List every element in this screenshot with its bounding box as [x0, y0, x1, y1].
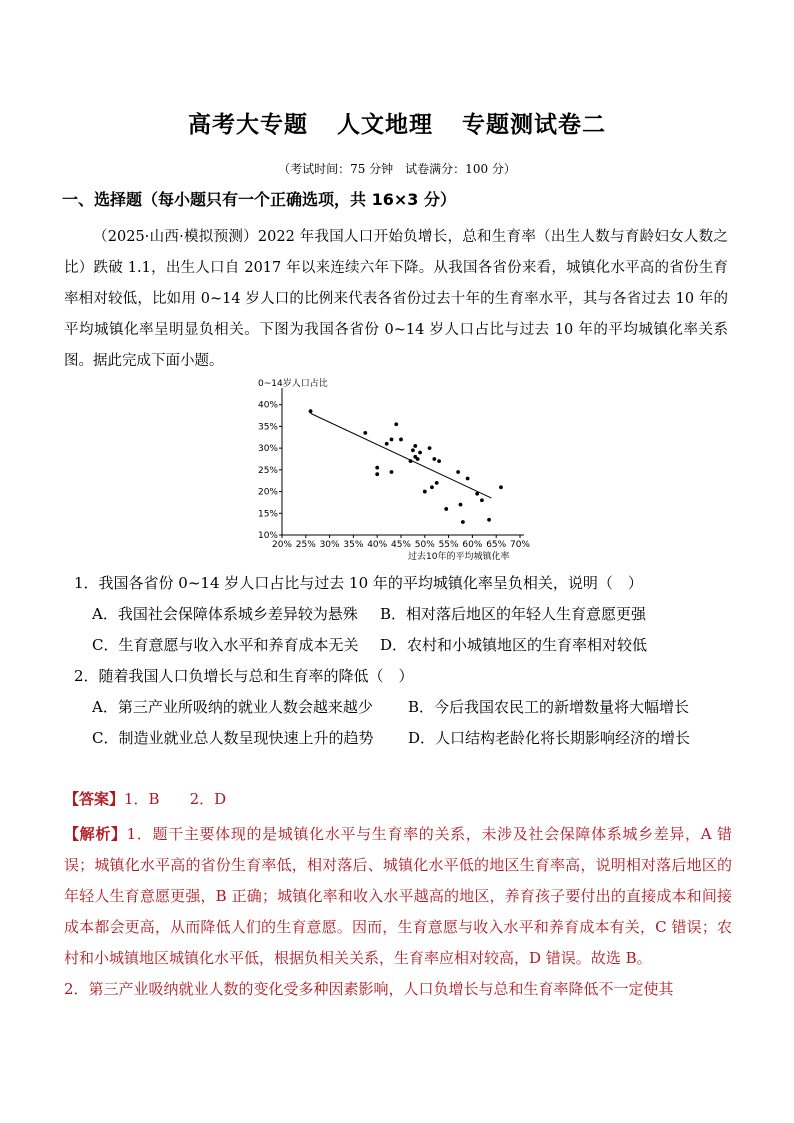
- scatter-point: [390, 438, 394, 442]
- y-tick-label: 10%: [257, 531, 278, 541]
- y-tick-label: 35%: [257, 422, 278, 433]
- x-tick-label: 65%: [486, 540, 507, 550]
- question-1-option-a[interactable]: A．我国社会保障体系城乡差异较为悬殊: [92, 605, 358, 623]
- answer-text: 1．B 2．D: [124, 790, 227, 808]
- trend-line-group: [311, 413, 492, 498]
- scatter-point: [423, 490, 427, 494]
- scatter-point: [385, 442, 389, 446]
- question-2-option-c[interactable]: C．制造业就业总人数呈现快速上升的趋势: [92, 729, 374, 747]
- scatter-point: [430, 485, 434, 489]
- analysis-text-1: 1．题干主要体现的是城镇化水平与生育率的关系，未涉及社会保障体系城乡差异，A 错误；城镇化水平高的省份生育率低，相对落后、城镇化水平低的地区生育率高，说明相对落后地区的年轻人生育意愿更强，B 正确；城镇化率和收入水平越高的地区，养育孩子要付出的直接成本和间接成本都会更高，从而降低人们的生育意愿。因而，生育意愿与收入水平和养育成本有关，C 错误；农村和小城镇地区城镇化水平低，根据负相关关系，生育率应相对较高，D 错误。故选 B。: [64, 825, 732, 967]
- x-tick-label: 40%: [367, 540, 388, 550]
- scatter-point: [475, 492, 479, 496]
- title-part-2: 人文地理: [337, 112, 433, 138]
- title-part-3: 专题测试卷二: [462, 112, 607, 138]
- scatter-point: [399, 438, 403, 442]
- x-tick-label: 50%: [414, 540, 435, 550]
- x-tick-label: 35%: [343, 540, 364, 550]
- question-1-option-d[interactable]: D．农村和小城镇地区的生育率相对较低: [380, 636, 648, 654]
- scatter-point: [375, 472, 379, 476]
- y-tick-label: 25%: [257, 465, 278, 476]
- scatter-point: [375, 466, 379, 470]
- x-tick-label: 30%: [319, 540, 340, 550]
- analysis-label: 【解析】: [64, 825, 127, 843]
- scatter-point: [418, 451, 422, 455]
- question-2-stem: 2．随着我国人口负增长与总和生育率的降低（ ）: [74, 667, 414, 685]
- y-tick-label: 40%: [257, 400, 278, 411]
- question-1-stem: 1．我国各省份 0~14 岁人口占比与过去 10 年的平均城镇化率呈负相关，说明（ ）: [74, 574, 643, 592]
- x-tick-label: 20%: [271, 540, 293, 550]
- scatter-point: [437, 459, 441, 463]
- scatter-chart: [250, 376, 540, 566]
- chart-axes: [282, 388, 524, 535]
- scatter-point: [409, 459, 413, 463]
- question-2-option-d[interactable]: D．人口结构老龄化将长期影响经济的增长: [408, 729, 691, 747]
- title-part-1: 高考大专题: [187, 112, 308, 138]
- x-tick-label: 70%: [509, 540, 531, 550]
- scatter-point: [363, 431, 367, 435]
- answer-label: 【答案】: [64, 790, 125, 808]
- analysis-text-2: 2．第三产业吸纳就业人数的变化受多种因素影响，人口负增长与总和生育率降低不一定使其: [64, 980, 674, 998]
- scatter-point: [432, 457, 436, 461]
- scatter-point: [416, 457, 420, 461]
- scatter-point: [461, 520, 465, 524]
- scatter-point: [411, 448, 415, 452]
- scatter-point: [394, 422, 398, 426]
- page-title: [0, 106, 794, 139]
- chart-ticks: [258, 401, 530, 550]
- trend-line: [311, 413, 492, 498]
- x-tick-label: 25%: [295, 540, 316, 550]
- y-tick-label: 15%: [257, 509, 278, 520]
- analysis-block: [64, 819, 732, 1005]
- x-axis-label: 过去10年的平均城镇化率: [408, 552, 510, 562]
- scatter-point: [413, 444, 417, 448]
- x-tick-label: 55%: [438, 540, 459, 550]
- scatter-point: [487, 518, 491, 522]
- y-axis-label: 0~14岁人口占比: [258, 379, 328, 389]
- scatter-point: [480, 498, 484, 502]
- scatter-point: [309, 409, 313, 413]
- scatter-point: [499, 485, 503, 489]
- x-tick-label: 60%: [462, 540, 483, 550]
- question-2-option-b[interactable]: B．今后我国农民工的新增数量将大幅增长: [408, 698, 690, 716]
- y-tick-label: 20%: [257, 487, 278, 498]
- intro-paragraph: （2025·山西·模拟预测）2022 年我国人口开始负增长，总和生育率（出生人数与育龄妇女人数之比）跌破 1.1，出生人口自 2017 年以来连续六年下降。从我国各省份来看，城镇化水平高的省份生育率相对较低，比如用 0~14 岁人口的比例来代表各省份过去十年的生育率水平，其与各省过去 10 年的平均城镇化率呈明显负相关。下图为我国各省份 0~14 岁人口占比与过去 10 年的平均城镇化率关系图。据此完成下面小题。: [64, 229, 728, 369]
- y-tick-label: 30%: [257, 444, 278, 455]
- question-1-option-c[interactable]: C．生育意愿与收入水平和养育成本无关: [92, 636, 359, 654]
- answer-line: [64, 788, 226, 809]
- exam-info: （考试时间：75 分钟 试卷满分：100 分）: [278, 162, 516, 176]
- scatter-point: [456, 470, 460, 474]
- scatter-point: [428, 446, 432, 450]
- x-tick-label: 45%: [390, 540, 412, 550]
- section-heading: 一、选择题（每小题只有一个正确选项，共 16×3 分）: [62, 190, 456, 209]
- scatter-point: [390, 470, 394, 474]
- scatter-point: [459, 503, 463, 507]
- scatter-point: [435, 481, 439, 485]
- question-1-option-b[interactable]: B．相对落后地区的年轻人生育意愿更强: [380, 605, 647, 623]
- scatter-point: [466, 477, 470, 481]
- scatter-point: [444, 507, 448, 511]
- question-2-option-a[interactable]: A．第三产业所吸纳的就业人数会越来越少: [92, 698, 373, 716]
